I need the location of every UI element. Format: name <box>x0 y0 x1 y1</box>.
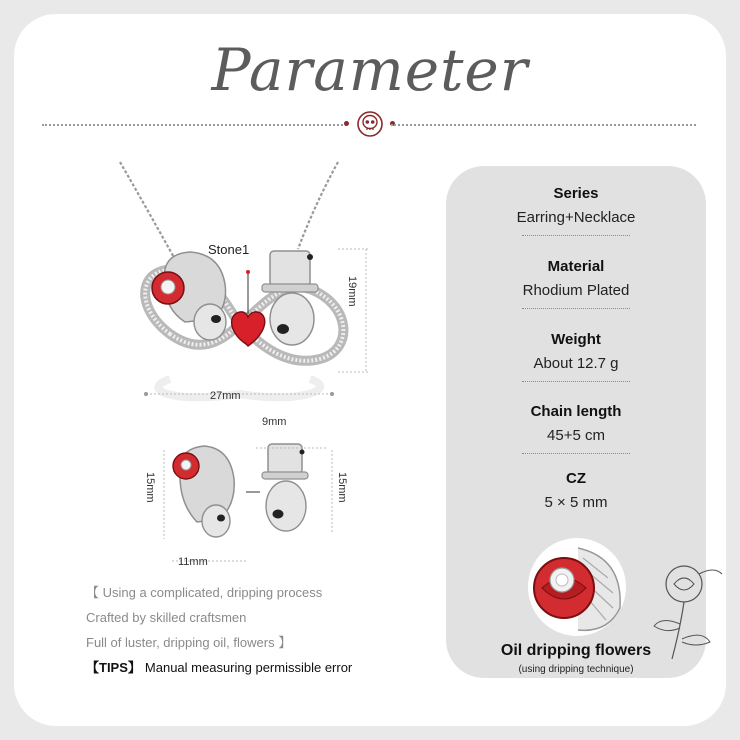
tips-line <box>86 655 352 680</box>
spec-separator <box>522 235 630 236</box>
note-line: 【 Using a complicated, dripping process <box>86 585 323 600</box>
spec-chain-length <box>446 401 706 454</box>
spec-weight <box>446 329 706 382</box>
note-line: Crafted by skilled craftsmen <box>86 610 247 625</box>
tips-label: 【TIPS】 <box>86 660 141 675</box>
spec-value: Earring+Necklace <box>516 209 636 226</box>
earring-right-height-label: 15mm <box>336 472 348 503</box>
spec-value: Rhodium Plated <box>522 282 630 299</box>
highlight-title: Oil dripping flowers <box>500 642 652 659</box>
earrings-image <box>142 424 352 564</box>
spec-separator <box>522 453 630 454</box>
divider-left <box>42 124 347 126</box>
parameter-card <box>14 14 726 726</box>
earring-bottom-width-label: 11mm <box>178 556 208 568</box>
necklace-image <box>110 154 370 424</box>
spec-series <box>446 183 706 236</box>
earring-top-width-label: 9mm <box>262 416 287 428</box>
spec-label: Chain length <box>530 403 622 420</box>
notes-block <box>86 580 352 680</box>
earring-left-height-label: 15mm <box>144 472 156 503</box>
spec-label: Weight <box>551 331 601 348</box>
necklace-width-label: 27mm <box>210 390 241 402</box>
spec-cz <box>446 468 706 514</box>
spec-material <box>446 256 706 309</box>
necklace-height-label: 19mm <box>346 276 358 307</box>
skull-icon <box>355 110 385 138</box>
rose-sketch-icon <box>644 544 724 664</box>
spec-value: 5 × 5 mm <box>544 494 608 511</box>
divider-right <box>391 124 696 126</box>
spec-separator <box>522 381 630 382</box>
page-title: Parameter <box>211 36 529 104</box>
tips-text: Manual measuring permissible error <box>144 660 353 675</box>
spec-value: About 12.7 g <box>533 355 619 372</box>
note-line: Full of luster, dripping oil, flowers 】 <box>86 635 292 650</box>
stone-label: Stone1 <box>208 242 250 257</box>
spec-label: CZ <box>566 470 586 487</box>
highlight-subtitle: (using dripping technique) <box>518 664 634 675</box>
spec-value: 45+5 cm <box>547 427 605 444</box>
spec-label: Series <box>553 185 599 202</box>
flower-closeup-image <box>528 538 626 636</box>
divider-dot <box>344 121 349 126</box>
spec-label: Material <box>547 258 605 275</box>
spec-separator <box>522 308 630 309</box>
